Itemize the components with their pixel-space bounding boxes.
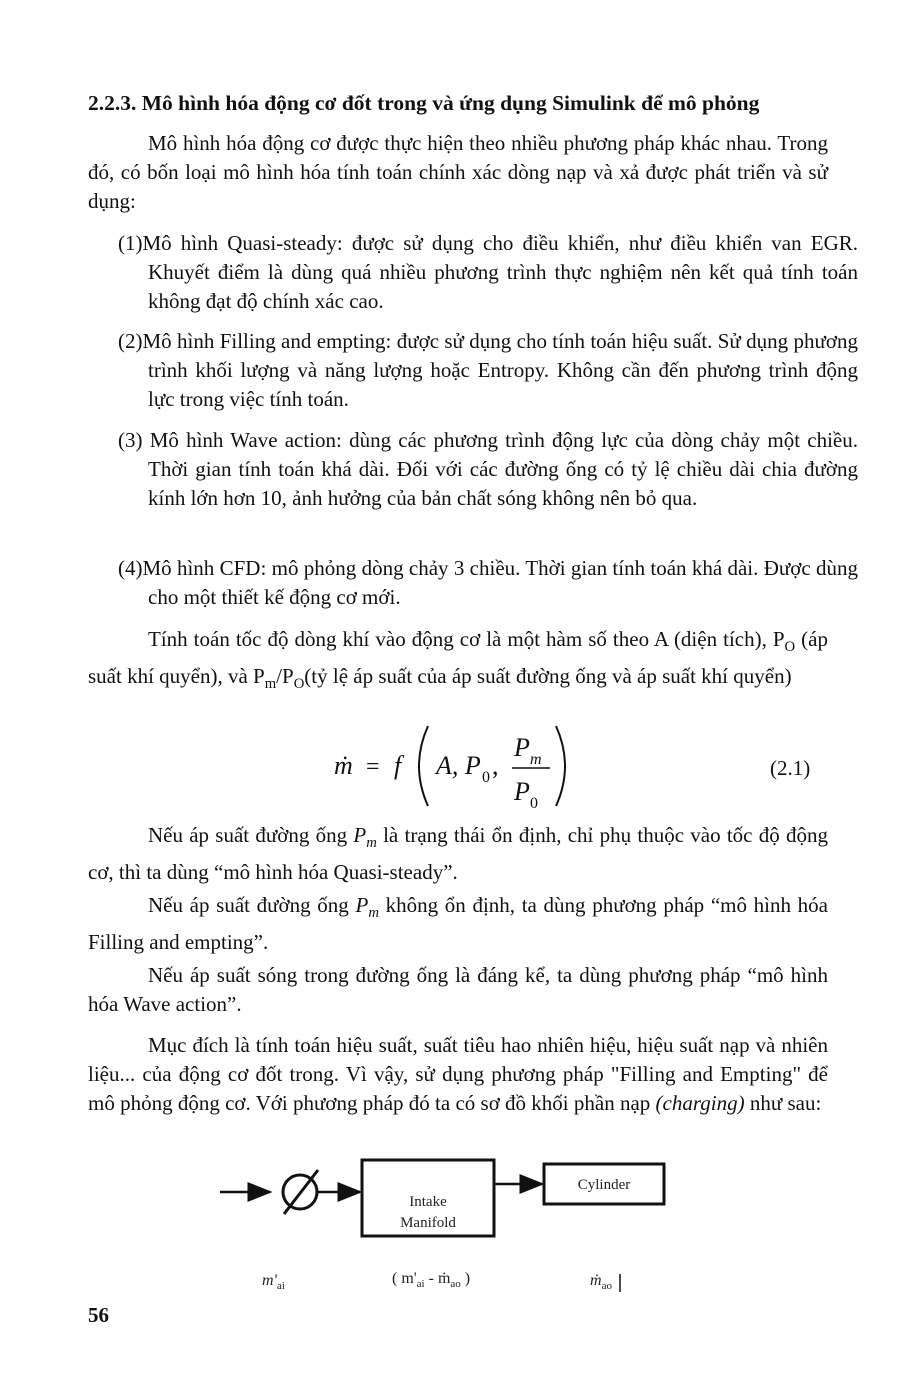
eq-comma: , [492,751,499,780]
list-item: (3) Mô hình Wave action: dùng các phương trình động lực của dòng chảy một chiều. Thời gian tính toán khá dài. Đối với các đường ống có tỷ lệ chiều dài chia đường kính lớn hơn 10, ảnh hưởng của bản chất sóng không nên bỏ qua. [118,428,858,510]
intro-paragraph: Mô hình hóa động cơ được thực hiện theo nhiều phương pháp khác nhau. Trong đó, có bốn loại mô hình hóa tính toán chính xác dòng nạp và xả được phát triển và sử dụng: [88,131,828,213]
wave-paragraph: Nếu áp suất sóng trong đường ống là đáng kể, ta dùng phương pháp “mô hình hóa Wave action”. [88,963,828,1016]
cylinder-label: Cylinder [577,1177,631,1193]
flow-in-label: $m'_{ai}$ [262,1272,285,1292]
flow-net-label: ( $m'_{ai}$ - ṁ$_{ao}$ ) [392,1270,471,1290]
rate-paragraph: Tính toán tốc độ dòng khí vào động cơ là một hàm số theo A (diện tích), $P_O$ (áp suất khí quyển), và $P_m/P_O(tỷ$ lệ áp suất của áp suất đường ống và áp suất khí quyển) [88,627,828,693]
throttle-symbol [220,1170,360,1214]
filling-paragraph: Nếu áp suất đường ống $P_m$ không ổn định, ta dùng phương pháp “mô hình hóa Filling and empting”. [88,893,828,955]
manifold-label: Manifold [400,1215,456,1231]
equation-2-1 [330,718,590,814]
page-number: 56 [88,1303,109,1327]
list-item: (1)Mô hình Quasi-steady: được sử dụng cho điều khiển, như điều khiển van EGR. Khuyết điểm là dùng quá nhiều phương trình thực nghiệm nên kết quả tính toán không đạt độ chính xác cao. [118,231,858,313]
purpose-paragraph: Mục đích là tính toán hiệu suất, suất tiêu hao nhiên hiệu, hiệu suất nạp và nhiên liệu... của động cơ đốt trong. Vì vậy, sử dụng phương pháp "Filling and Empting" để mô phỏng động cơ. Với phương pháp đó ta có sơ đồ khối phần nạp (charging) như sau: [88,1033,828,1115]
eq-arg1-sub: 0 [482,769,490,786]
charging-block-diagram [210,1150,710,1300]
intake-label: Intake [409,1194,447,1210]
eq-numerator: P [514,733,530,762]
eq-arg1: A, P [436,751,481,780]
eq-equals: = [366,754,380,780]
flow-out-label: ṁ$_{ao}$ [590,1272,612,1292]
list-item: (2)Mô hình Filling and empting: được sử dụng cho tính toán hiệu suất. Sử dụng phương trình khối lượng và năng lượng hoặc Entropy. Không cần đến phương trình động lực trong việc tính toán. [118,329,858,411]
eq-lhs: ṁ [334,751,353,780]
eq-numerator-sub: m [530,751,542,768]
section-heading: 2.2.3. Mô hình hóa động cơ đốt trong và ứng dụng Simulink để mô phỏng [88,91,760,115]
eq-denominator-sub: 0 [530,795,538,812]
equation-number: (2.1) [770,756,811,780]
eq-func: f [394,751,402,780]
eq-denominator: P [514,777,530,806]
quasi-steady-paragraph: Nếu áp suất đường ống $P_m$ là trạng thái ổn định, chỉ phụ thuộc vào tốc độ động cơ, thì ta dùng “mô hình hóa Quasi-steady”. [88,823,829,885]
list-item: (4)Mô hình CFD: mô phỏng dòng chảy 3 chiều. Thời gian tính toán khá dài. Được dùng cho một thiết kế động cơ mới. [118,556,858,609]
